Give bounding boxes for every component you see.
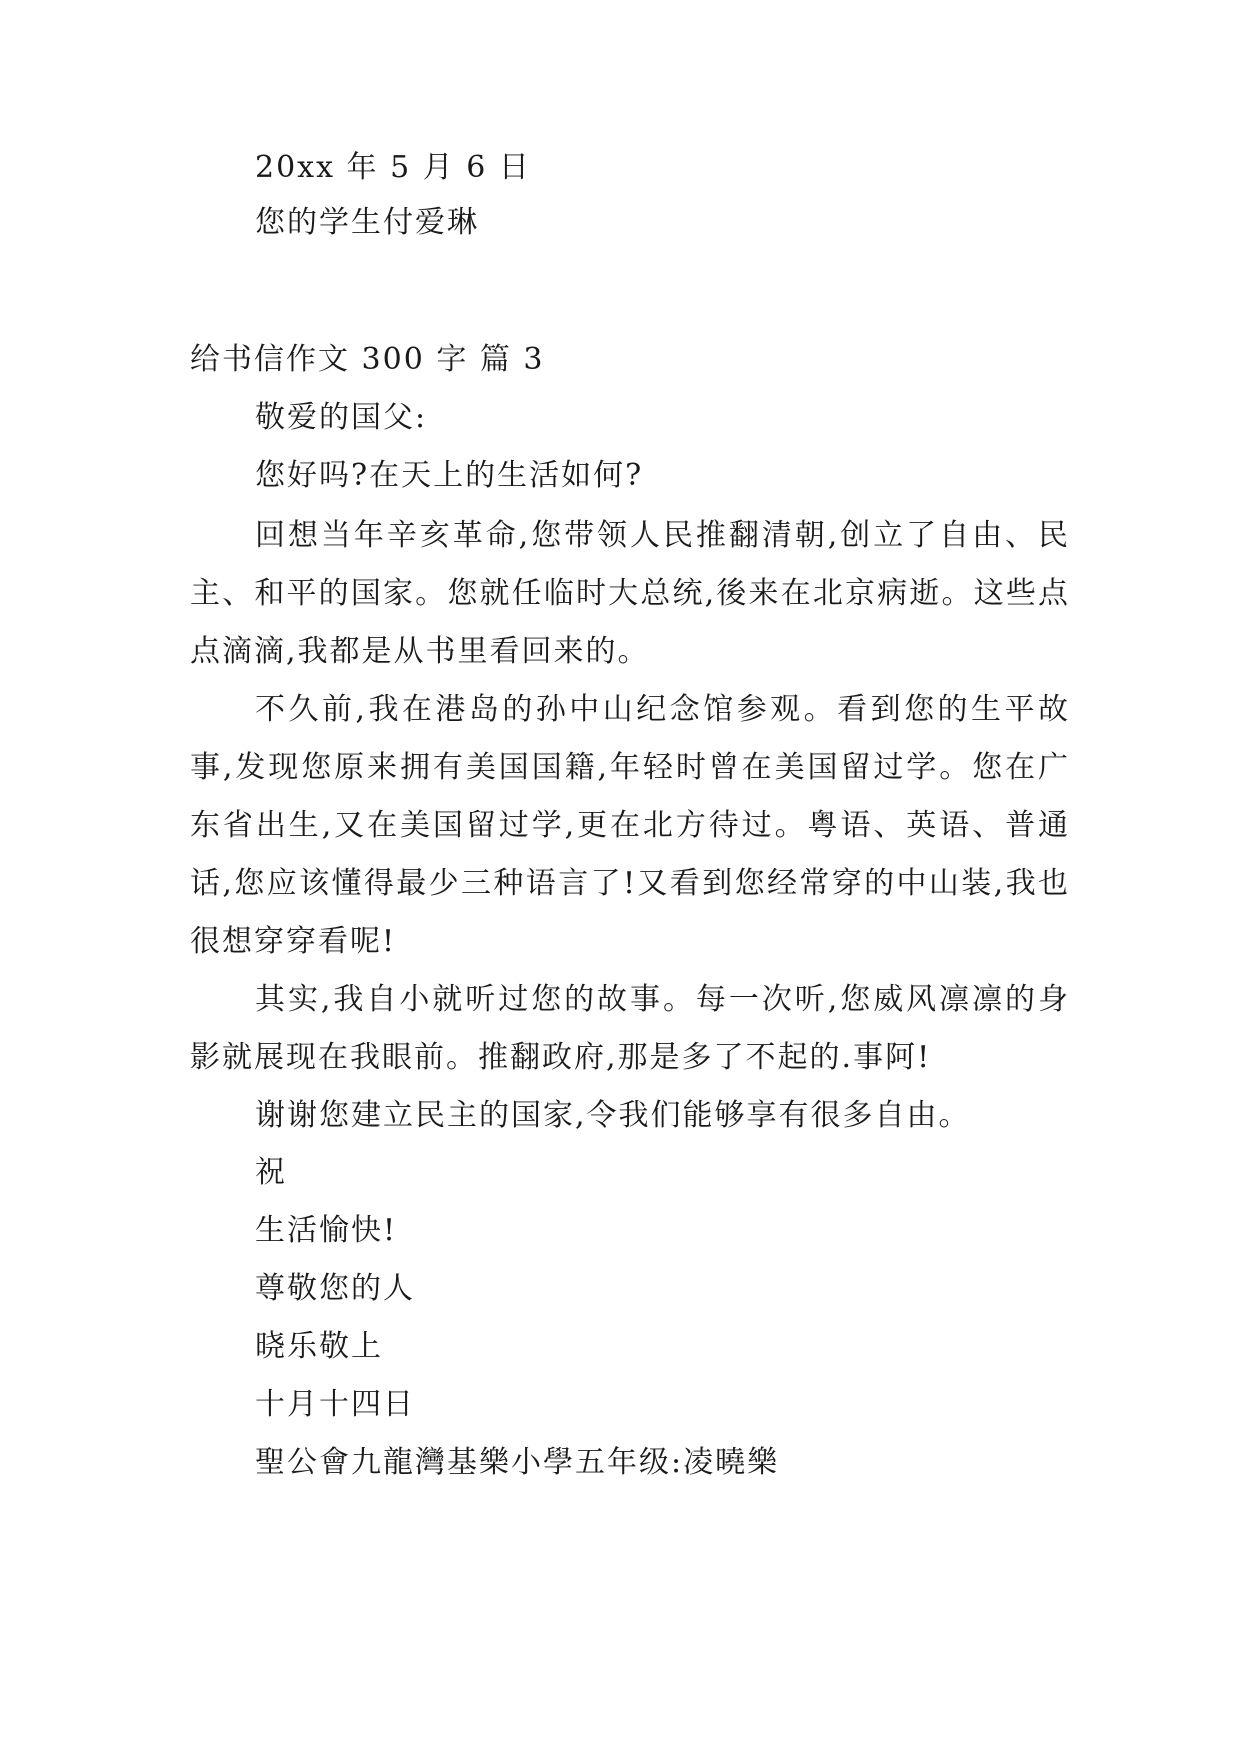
paragraph-1: 回想当年辛亥革命,您带领人民推翻清朝,创立了自由、民主、和平的国家。您就任临时大总统,後来在北京病逝。这些点点滴滴,我都是从书里看回来的。 bbox=[190, 518, 1070, 669]
letter-date: 20xx 年 5 月 6 日 bbox=[255, 150, 531, 185]
closing-school: 聖公會九龍灣基樂小學五年级:凌曉樂 bbox=[255, 1445, 780, 1480]
paragraph-3: 其实,我自小就听过您的故事。每一次听,您威风凛凛的身影就展现在我眼前。推翻政府,那是多了不起的.事阿! bbox=[190, 982, 1070, 1075]
paragraph-2: 不久前,我在港岛的孙中山纪念馆参观。看到您的生平故事,发现您原来拥有美国国籍,年轻时曾在美国留过学。您在广东省出生,又在美国留过学,更在北方待过。粤语、英语、普通话,您应该懂得最少三种语言了!又看到您经常穿的中山装,我也很想穿穿看呢! bbox=[190, 692, 1070, 959]
closing-respect: 尊敬您的人 bbox=[255, 1271, 415, 1306]
salutation: 敬爱的国父: bbox=[255, 400, 428, 435]
closing-wish: 祝 bbox=[255, 1155, 287, 1190]
letter-signature: 您的学生付爱琳 bbox=[255, 205, 479, 240]
greeting: 您好吗?在天上的生活如何? bbox=[255, 458, 644, 493]
paragraph-4: 谢谢您建立民主的国家,令我们能够享有很多自由。 bbox=[255, 1098, 971, 1133]
closing-sender: 晓乐敬上 bbox=[255, 1329, 383, 1364]
section-heading: 给书信作文 300 字 篇 3 bbox=[190, 342, 545, 377]
closing-blessing: 生活愉快! bbox=[255, 1213, 398, 1248]
closing-date: 十月十四日 bbox=[255, 1387, 415, 1422]
